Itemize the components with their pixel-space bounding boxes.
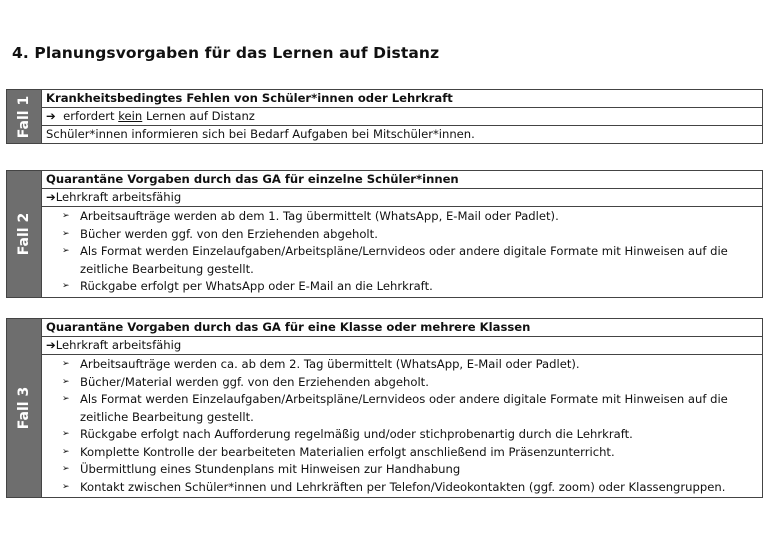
list-item: ➢ Übermittlung eines Stundenplans mit Hinweisen zur Handhabung	[62, 461, 758, 479]
case-3-arrow-row	[42, 337, 762, 355]
list-item: ➢ Komplette Kontrolle der bearbeiteten Materialien erfolgt anschließend im Präsenzunterricht.	[62, 444, 758, 462]
arrowhead-bullet-icon: ➢	[62, 446, 70, 457]
arrowhead-bullet-icon: ➢	[62, 246, 70, 256]
case-3-list	[42, 355, 762, 497]
list-item: ➢ Arbeitsaufträge werden ca. ab dem 2. Tag übermittelt (WhatsApp, E-Mail oder Padlet).	[62, 356, 758, 374]
arrowhead-bullet-icon: ➢	[62, 359, 70, 369]
case-2-list	[42, 207, 762, 297]
arrowhead-bullet-icon: ➢	[62, 228, 70, 239]
case-2-sidebar	[7, 171, 42, 297]
case-1-sidebar	[7, 90, 42, 143]
arrow-right-icon: ➔	[46, 338, 56, 352]
arrowhead-bullet-icon: ➢	[62, 464, 70, 474]
case-1-note: Schüler*innen informieren sich bei Bedarf Aufgaben bei Mitschüler*innen.	[46, 127, 475, 141]
case-2-header: Quarantäne Vorgaben durch das GA für einzelne Schüler*innen	[42, 171, 762, 189]
arrowhead-bullet-icon: ➢	[62, 376, 70, 387]
case-2-table	[6, 170, 763, 298]
case-3-sidebar	[7, 319, 42, 497]
list-item: ➢ Rückgabe erfolgt per WhatsApp oder E-Mail an die Lehrkraft.	[62, 278, 758, 296]
case-1-arrow-emphasis: kein	[118, 109, 143, 123]
arrow-right-icon: ➔	[46, 190, 56, 204]
list-item: ➢ Kontakt zwischen Schüler*innen und Lehrkräften per Telefon/Videokontakten (ggf. zoom) oder Klassengruppen.	[62, 479, 758, 497]
case-2-arrow-text: Lehrkraft arbeitsfähig	[55, 190, 182, 204]
page-title: 4. Planungsvorgaben für das Lernen auf Distanz	[12, 44, 440, 62]
case-3-arrow-text: Lehrkraft arbeitsfähig	[55, 338, 182, 352]
arrowhead-bullet-icon: ➢	[62, 211, 70, 221]
arrowhead-bullet-icon: ➢	[62, 481, 70, 492]
list-item: ➢ Rückgabe erfolgt nach Aufforderung regelmäßig und/oder stichprobenartig durch die Lehrkraft.	[62, 426, 758, 444]
case-1-header: Krankheitsbedingtes Fehlen von Schüler*innen oder Lehrkraft	[42, 90, 762, 108]
list-item: ➢ Als Format werden Einzelaufgaben/Arbeitspläne/Lernvideos oder andere digitale Formate mit Hinweisen auf die zeitliche Bearbeitung gestellt.	[62, 243, 758, 278]
list-item: ➢ Als Format werden Einzelaufgaben/Arbeitspläne/Lernvideos oder andere digitale Formate mit Hinweisen auf die zeitliche Bearbeitung gestellt.	[62, 391, 758, 426]
case-1-arrow-prefix: erfordert	[63, 109, 115, 123]
list-item: ➢ Bücher/Material werden ggf. von den Erziehenden abgeholt.	[62, 374, 758, 392]
list-item: ➢ Bücher werden ggf. von den Erziehenden abgeholt.	[62, 226, 758, 244]
arrow-right-icon: ➔	[46, 109, 56, 123]
list-item: ➢ Arbeitsaufträge werden ab dem 1. Tag übermittelt (WhatsApp, E-Mail oder Padlet).	[62, 208, 758, 226]
case-1-label: Fall 1	[16, 95, 32, 138]
arrowhead-bullet-icon: ➢	[62, 394, 70, 404]
case-1-table	[6, 89, 763, 144]
arrowhead-bullet-icon: ➢	[62, 281, 70, 291]
case-2-label: Fall 2	[16, 212, 32, 255]
case-3-label: Fall 3	[16, 386, 32, 430]
case-3-table	[6, 318, 763, 498]
case-1-arrow-row	[42, 108, 762, 126]
case-3-header: Quarantäne Vorgaben durch das GA für eine Klasse oder mehrere Klassen	[42, 319, 762, 337]
case-1-arrow-suffix: Lernen auf Distanz	[145, 109, 255, 123]
case-2-arrow-row	[42, 189, 762, 207]
arrowhead-bullet-icon: ➢	[62, 429, 70, 439]
